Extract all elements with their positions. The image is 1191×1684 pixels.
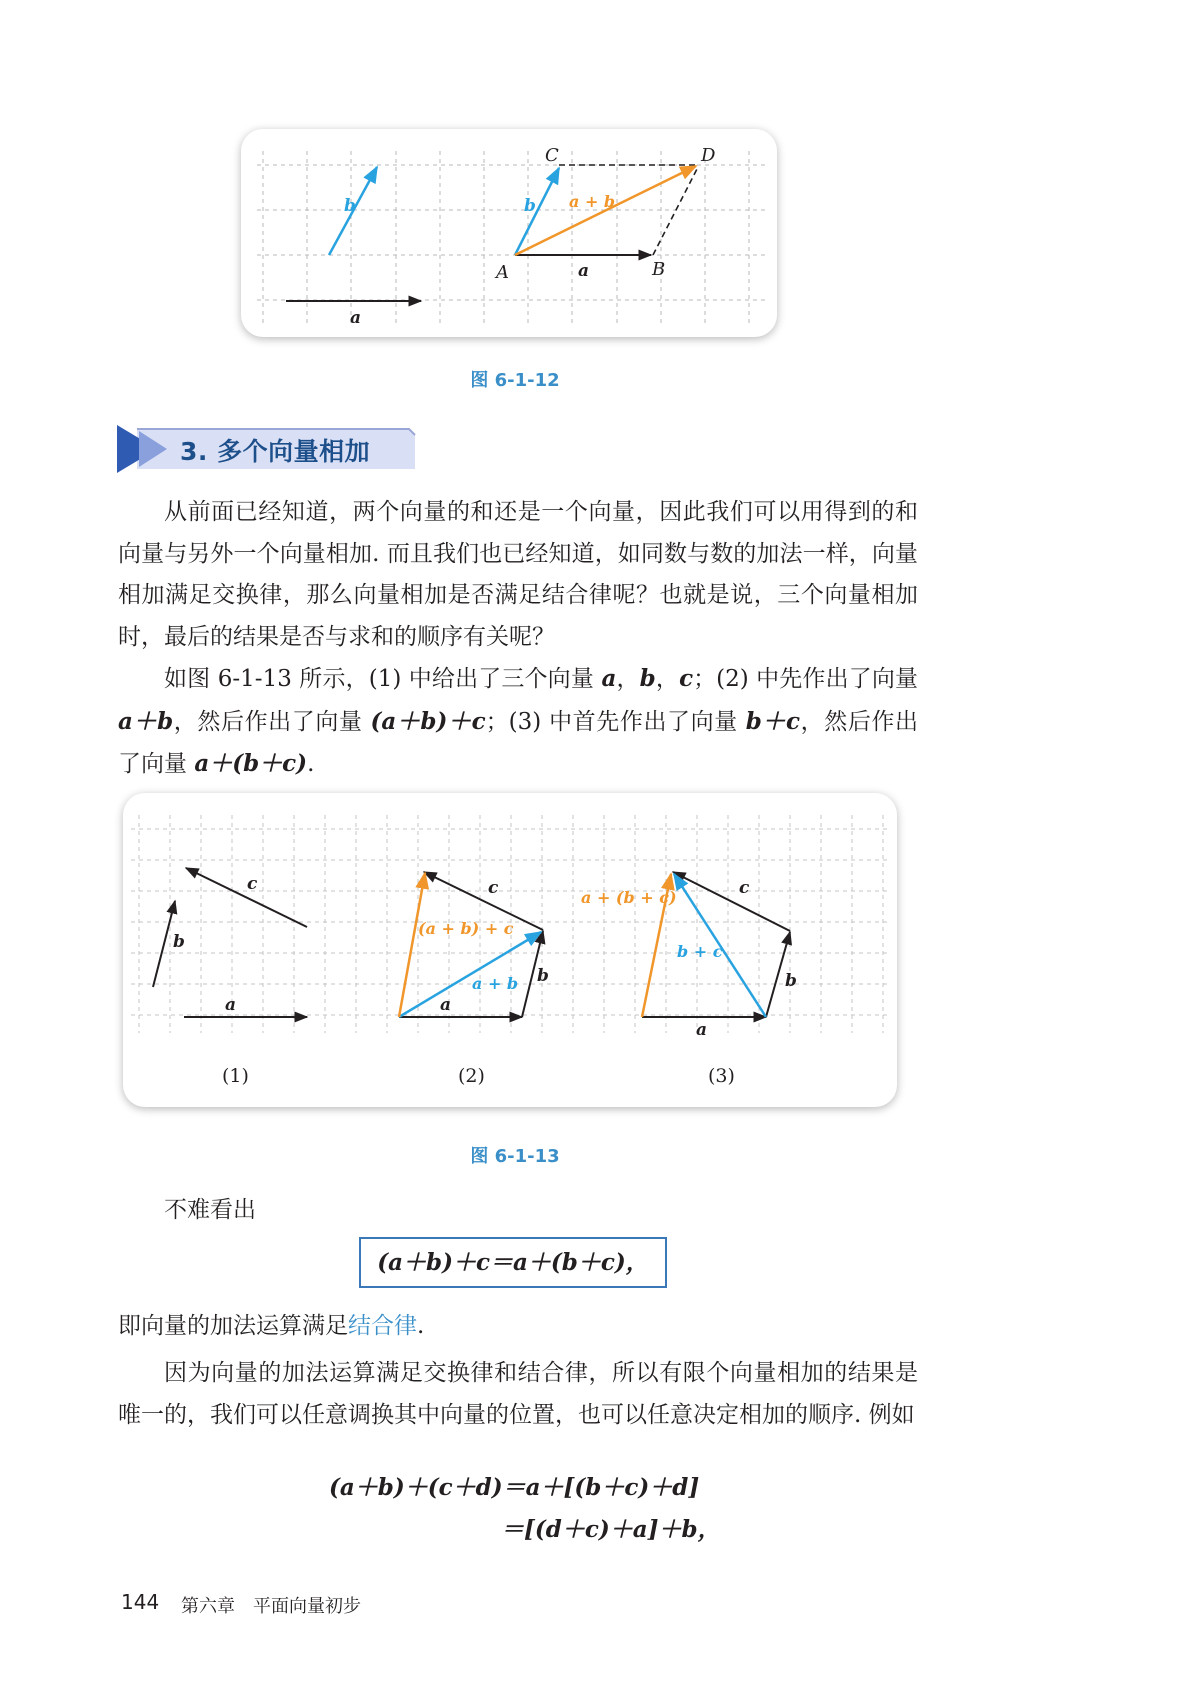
label-b-para: b — [524, 196, 536, 216]
subfigure-label-3: (3) — [708, 1065, 735, 1087]
fig1-vector-b — [153, 901, 175, 987]
label-B: B — [652, 259, 666, 280]
math-a-plus-b-plus-c: (a＋b)＋c — [370, 707, 486, 735]
text: ，然后作出了向量 — [118, 708, 919, 777]
text: ， — [616, 666, 640, 692]
math-b: b — [639, 665, 656, 692]
paragraph-5: 因为向量的加法运算满足交换律和结合律，所以有限个向量相加的结果是唯一的，我们可以任意调换其中向量的位置，也可以任意决定相加的顺序. 例如 — [118, 1360, 918, 1428]
paragraph-2 — [118, 658, 918, 786]
text: 即向量的加法运算满足 — [118, 1313, 348, 1339]
label-b-left: b — [344, 196, 356, 216]
text: . — [417, 1313, 425, 1339]
figure-caption: 图 6-1-12 — [470, 370, 560, 391]
fig1-label-a: a — [225, 995, 237, 1015]
fig2-label-a: a — [440, 995, 452, 1015]
fig2-vector-a-plus-b — [399, 932, 541, 1017]
paragraph-4 — [118, 1306, 918, 1348]
fig2-vector-apb-plus-c — [399, 873, 425, 1017]
figure-6-1-12-svg — [241, 129, 777, 337]
math-b-plus-c: b＋c — [745, 707, 801, 735]
term-associative-law: 结合律 — [348, 1313, 417, 1339]
fig1-label-b: b — [173, 932, 185, 952]
figure-caption: 图 6-1-13 — [470, 1146, 560, 1167]
fig2-label-apb-plus-c: (a + b) + c — [418, 919, 514, 938]
fig1-label-c: c — [247, 874, 258, 894]
text: ；(3) 中首先作出了向量 — [485, 708, 746, 735]
figure-6-1-12 — [241, 129, 777, 337]
vector-ac — [515, 168, 559, 255]
fig2-label-b: b — [537, 966, 549, 986]
dashed-bd — [653, 169, 697, 255]
formula-associative-law: (a＋b)＋c＝a＋(b＋c)， — [359, 1237, 667, 1288]
math-a-plus-bc: a＋(b＋c) — [194, 750, 308, 777]
grid-12 — [257, 151, 765, 324]
text: ， — [655, 666, 680, 692]
label-sum: a + b — [569, 192, 616, 211]
paragraph-1: 从前面已经知道，两个向量的和还是一个向量，因此我们可以用得到的和向量与另外一个向量相加. 而且我们也已经知道，如同数与数的加法一样，向量相加满足交换律，那么向量相加是否满足结合律呢？也就是说，三个向量相加时，最后的结果是否与求和的顺序有关呢？ — [118, 499, 918, 650]
fig3-label-b-plus-c: b + c — [677, 942, 723, 961]
chapter-title: 第六章 平面向量初步 — [181, 1596, 361, 1617]
label-A: A — [496, 262, 509, 283]
label-D: D — [701, 145, 716, 166]
text: ；(2) 中先作出了向量 — [693, 666, 919, 692]
math-c: c — [679, 665, 694, 692]
fig2-label-a-plus-b: a + b — [472, 974, 519, 993]
section-title: 3. 多个向量相加 — [180, 437, 371, 466]
label-a-bottom: a — [350, 308, 362, 328]
equation-line-2: ＝[(d＋c)＋a]＋b， — [501, 1516, 721, 1543]
equation-line-1: (a＋b)＋(c＋d)＝a＋[(b＋c)＋d] — [329, 1474, 700, 1501]
page-number: 144 — [121, 1590, 160, 1614]
label-a-para: a — [578, 261, 590, 281]
figure-6-1-13 — [123, 793, 897, 1107]
figure-6-1-13-svg — [123, 793, 897, 1107]
text: . — [307, 751, 315, 777]
fig3-label-a: a — [696, 1020, 708, 1040]
math-a-plus-b: a＋b — [118, 707, 174, 735]
paragraph-3: 不难看出 — [164, 1197, 256, 1223]
text: ，然后作出了向量 — [173, 708, 371, 735]
subfigure-label-2: (2) — [458, 1065, 485, 1087]
fig3-label-c: c — [739, 878, 750, 898]
math-a: a — [601, 665, 617, 692]
fig3-label-a-plus-bc: a + (b + c) — [581, 888, 677, 907]
label-C: C — [545, 145, 559, 166]
fig3-label-b: b — [785, 971, 797, 991]
text: 如图 6-1-13 所示，(1) 中给出了三个向量 — [164, 666, 602, 692]
fig2-label-c: c — [488, 878, 499, 898]
subfigure-label-1: (1) — [222, 1065, 249, 1087]
